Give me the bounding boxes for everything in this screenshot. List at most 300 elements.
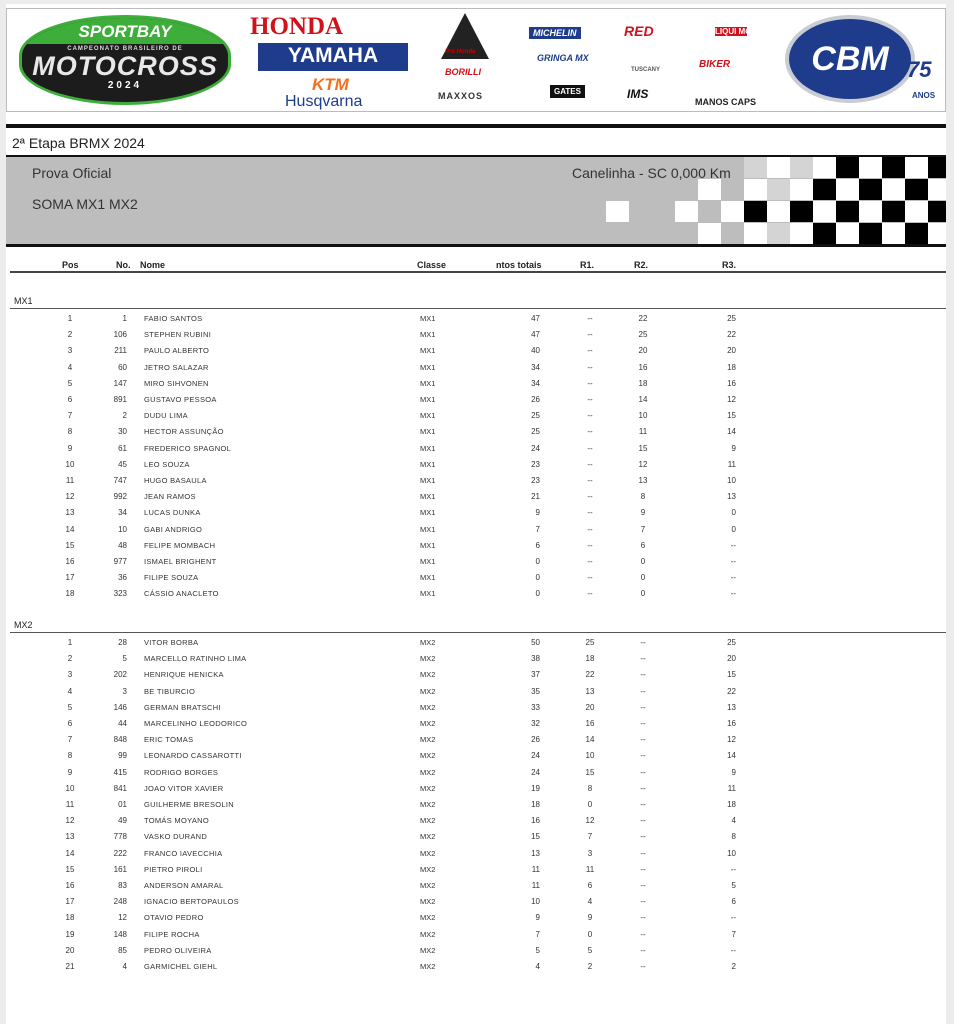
table-row — [6, 376, 946, 392]
race1-points: 25 — [585, 638, 595, 647]
position: 7 — [67, 411, 73, 421]
table-row — [6, 635, 946, 651]
rider-name: LUCAS DUNKA — [144, 508, 201, 518]
race2-points: 0 — [640, 573, 646, 583]
class: MX2 — [420, 897, 436, 907]
class: MX2 — [420, 719, 436, 728]
rider-name: HENRIQUE HENICKA — [144, 670, 224, 680]
table-row — [6, 765, 946, 781]
gringa-logo: GRINGA MX — [537, 53, 589, 63]
header-rule — [10, 271, 946, 273]
checkered-flag-cell — [905, 157, 928, 178]
race1-points: 20 — [585, 702, 595, 712]
number: 10 — [118, 524, 127, 534]
race1-points: -- — [587, 524, 593, 534]
class: MX2 — [420, 767, 436, 777]
race1-points: 6 — [587, 881, 593, 890]
checkered-flag-cell — [744, 201, 767, 222]
race3-points: 14 — [727, 427, 736, 437]
position: 9 — [67, 767, 73, 777]
col-header-r3: R3. — [722, 260, 737, 270]
rider-name: FRANCO IAVECCHIA — [144, 848, 223, 858]
section-label: MX2 — [14, 620, 33, 630]
total-points: 26 — [531, 735, 540, 745]
red-logo: RED — [624, 23, 654, 39]
checkered-flag-cell — [652, 223, 675, 244]
checkered-flag-cell — [652, 201, 675, 222]
race1-points: 5 — [587, 945, 593, 955]
checkered-flag-cell — [836, 157, 859, 178]
race1-points: 3 — [587, 848, 593, 858]
number: 106 — [113, 330, 127, 340]
number: 30 — [118, 427, 127, 437]
race3-points: 7 — [731, 929, 736, 939]
total-points: 11 — [531, 864, 540, 874]
race2-points: 7 — [640, 524, 646, 534]
total-points: 6 — [535, 540, 540, 550]
number: 891 — [113, 395, 127, 404]
checkered-flag-cell — [767, 179, 790, 200]
table-row — [6, 959, 946, 975]
table-row — [6, 408, 946, 424]
total-points: 34 — [531, 362, 540, 372]
total-points: 38 — [531, 654, 540, 664]
rider-name: FILIPE ROCHA — [144, 929, 200, 939]
table-row — [6, 570, 946, 586]
race3-points: 15 — [727, 411, 736, 421]
checkered-flag-cell — [790, 179, 813, 200]
total-points: 10 — [531, 897, 540, 907]
rider-name: IGNACIO BERTOPAULOS — [144, 897, 239, 907]
checkered-flag-cell — [790, 223, 813, 244]
number: 48 — [118, 540, 127, 550]
race2-points: -- — [640, 783, 646, 793]
number: 161 — [113, 864, 127, 874]
table-row — [6, 846, 946, 862]
class: MX1 — [420, 443, 436, 453]
total-points: 35 — [531, 686, 540, 696]
race3-points: -- — [730, 945, 736, 955]
checkered-flag-cell — [790, 157, 813, 178]
race2-points: 12 — [638, 459, 648, 469]
cbm-anos: ANOS — [912, 91, 936, 100]
class: MX1 — [420, 557, 436, 566]
rider-name: MARCELINHO LEODORICO — [144, 719, 248, 728]
checkered-flag-cell — [859, 179, 882, 200]
honda-logo: HONDA — [250, 13, 344, 40]
race1-points: 7 — [587, 832, 593, 842]
number: 747 — [113, 476, 127, 485]
total-points: 33 — [531, 702, 540, 712]
total-points: 0 — [535, 557, 540, 566]
number: 12 — [118, 913, 127, 923]
number: 36 — [118, 573, 127, 583]
race3-points: 12 — [727, 735, 736, 745]
position: 14 — [65, 524, 75, 534]
maxxos-logo: MAXXOS — [438, 91, 484, 101]
race1-points: -- — [587, 540, 593, 550]
class: MX2 — [420, 816, 436, 826]
rider-name: FREDERICO SPAGNOL — [144, 443, 232, 453]
race1-points: -- — [587, 411, 593, 421]
race2-points: -- — [640, 864, 646, 874]
race3-points: 4 — [731, 816, 736, 826]
checkered-flag-cell — [882, 157, 905, 178]
total-points: 23 — [531, 459, 540, 469]
total-points: 7 — [535, 929, 540, 939]
rider-name: GARMICHEL GIEHL — [144, 962, 218, 971]
cbm-logo: CBM — [785, 15, 915, 103]
race3-points: -- — [730, 589, 736, 599]
race2-points: 15 — [638, 443, 648, 453]
checkered-flag-cell — [813, 157, 836, 178]
table-row — [6, 716, 946, 732]
section-label: MX1 — [14, 296, 33, 306]
rider-name: FILIPE SOUZA — [144, 573, 199, 583]
class: MX1 — [420, 314, 436, 323]
total-points: 25 — [531, 427, 540, 437]
class: MX1 — [420, 492, 436, 502]
race3-points: -- — [730, 573, 736, 583]
table-row — [6, 684, 946, 700]
ktm-logo: KTM — [312, 75, 349, 94]
section-rule — [10, 308, 946, 309]
table-row — [6, 943, 946, 959]
class: MX2 — [420, 638, 436, 647]
table-row — [6, 813, 946, 829]
class: MX1 — [420, 427, 436, 437]
number: 83 — [118, 881, 127, 890]
divider — [6, 244, 946, 247]
checkered-flag-cell — [698, 223, 721, 244]
checkered-flag-cell — [813, 179, 836, 200]
number: 28 — [118, 638, 127, 647]
position: 4 — [67, 362, 73, 372]
number: 5 — [122, 654, 127, 664]
number: 848 — [113, 735, 127, 745]
race3-points: -- — [730, 540, 736, 550]
col-header-r1: R1. — [580, 260, 595, 270]
rider-name: GERMAN BRATSCHI — [144, 702, 221, 712]
borilli-logo: BORILLI — [445, 67, 481, 77]
position: 8 — [67, 427, 73, 437]
race2-points: -- — [640, 638, 646, 647]
position: 3 — [67, 670, 73, 680]
checkered-flag-cell — [836, 201, 859, 222]
position: 5 — [67, 702, 73, 712]
race1-points: -- — [587, 557, 593, 566]
number: 211 — [114, 346, 127, 356]
class: MX2 — [420, 848, 436, 858]
total-points: 24 — [531, 767, 540, 777]
race1-points: -- — [587, 476, 593, 485]
class: MX2 — [420, 702, 436, 712]
rider-name: RODRIGO BORGES — [144, 767, 219, 777]
total-points: 37 — [531, 670, 540, 680]
table-row — [6, 473, 946, 489]
prohonda-logo-text: Pro Honda — [445, 49, 476, 55]
total-points: 16 — [531, 816, 540, 826]
race2-points: 18 — [638, 378, 648, 388]
rider-name: DUDU LIMA — [144, 411, 188, 421]
table-row — [6, 829, 946, 845]
table-row — [6, 797, 946, 813]
position: 12 — [65, 816, 75, 826]
husqvarna-logo: Husqvarna — [285, 93, 363, 110]
total-points: 26 — [531, 395, 540, 404]
number: 3 — [122, 686, 127, 696]
race3-points: 20 — [727, 654, 736, 664]
race1-points: 12 — [585, 816, 595, 826]
position: 11 — [65, 800, 75, 809]
race1-points: 13 — [585, 686, 595, 696]
checkered-flag-cell — [606, 201, 629, 222]
number: 992 — [113, 492, 127, 502]
race1-points: 0 — [587, 929, 593, 939]
checkered-flag-cell — [882, 179, 905, 200]
number: 99 — [118, 751, 127, 761]
race3-points: 8 — [731, 832, 736, 842]
logo-top-text: SPORTBAY — [22, 18, 228, 44]
table-row — [6, 586, 946, 602]
race3-points: 14 — [727, 751, 736, 761]
total-points: 23 — [531, 476, 540, 485]
class: MX2 — [420, 881, 436, 890]
total-points: 50 — [531, 638, 540, 647]
number: 1 — [122, 314, 127, 323]
race2-points: -- — [640, 702, 646, 712]
race1-points: 8 — [587, 783, 593, 793]
manoscaps-logo: MANOS CAPS — [695, 97, 757, 107]
checkered-flag-cell — [882, 223, 905, 244]
class: MX2 — [420, 751, 436, 761]
race2-points: 20 — [638, 346, 648, 356]
class: MX1 — [420, 378, 436, 388]
position: 15 — [65, 864, 75, 874]
results-page — [6, 4, 946, 1024]
race3-points: 18 — [727, 800, 736, 809]
class: MX1 — [420, 573, 436, 583]
table-row — [6, 327, 946, 343]
race1-points: -- — [587, 589, 593, 599]
checkered-flag-cell — [859, 223, 882, 244]
checkered-flag-cell — [675, 201, 698, 222]
rider-name: HECTOR ASSUNÇÃO — [144, 427, 224, 437]
checkered-flag-cell — [698, 201, 721, 222]
position: 10 — [65, 783, 75, 793]
race3-points: 10 — [727, 848, 736, 858]
checkered-flag-cell — [629, 179, 652, 200]
position: 16 — [65, 881, 75, 890]
class: MX2 — [420, 686, 436, 696]
rider-name: GUILHERME BRESOLIN — [144, 800, 235, 809]
class: MX1 — [420, 362, 436, 372]
page-title: 2ª Etapa BRMX 2024 — [12, 135, 145, 151]
checkered-flag-cell — [882, 201, 905, 222]
race1-points: 11 — [585, 864, 595, 874]
position: 21 — [65, 962, 75, 971]
checkered-flag-cell — [767, 157, 790, 178]
rider-name: OTAVIO PEDRO — [144, 913, 204, 923]
total-points: 32 — [531, 719, 540, 728]
total-points: 13 — [531, 848, 540, 858]
position: 2 — [67, 654, 73, 664]
race1-points: 0 — [587, 800, 593, 809]
rider-name: ANDERSON AMARAL — [144, 881, 224, 890]
race3-points: 0 — [731, 524, 736, 534]
position: 7 — [67, 735, 73, 745]
race3-points: 25 — [727, 638, 736, 647]
number: 01 — [118, 800, 127, 809]
rider-name: HUGO BASAULA — [144, 476, 207, 485]
race2-points: 6 — [640, 540, 646, 550]
race2-points: -- — [640, 767, 646, 777]
rider-name: MARCELLO RATINHO LIMA — [144, 654, 247, 664]
rider-name: PEDRO OLIVEIRA — [144, 945, 212, 955]
checkered-flag-cell — [744, 179, 767, 200]
class: MX1 — [420, 346, 436, 356]
race2-points: 13 — [638, 476, 648, 485]
race3-points: 12 — [727, 395, 736, 404]
position: 16 — [65, 557, 75, 566]
race1-points: 2 — [587, 962, 593, 971]
rider-name: STEPHEN RUBINI — [144, 330, 212, 340]
checkered-flag-cell — [675, 179, 698, 200]
table-row — [6, 489, 946, 505]
number: 44 — [118, 719, 127, 728]
rider-name: JEAN RAMOS — [144, 492, 196, 502]
col-header-pos: Pos — [62, 260, 79, 270]
number: 61 — [118, 443, 127, 453]
motocross-championship-logo — [19, 15, 231, 105]
number: 4 — [122, 962, 127, 971]
cbm-years: 75 — [907, 57, 932, 82]
race1-points: -- — [587, 330, 593, 340]
class: MX2 — [420, 783, 436, 793]
table-row — [6, 441, 946, 457]
table-row — [6, 878, 946, 894]
total-points: 0 — [535, 589, 540, 599]
logo-sub-text: CAMPEONATO BRASILEIRO DE — [67, 46, 183, 52]
position: 17 — [65, 573, 75, 583]
race3-points: 20 — [727, 346, 736, 356]
race2-points: -- — [640, 897, 646, 907]
position: 5 — [67, 378, 73, 388]
race2-points: -- — [640, 686, 646, 696]
rider-name: FABIO SANTOS — [144, 314, 203, 323]
class: MX2 — [420, 654, 436, 664]
checkered-flag-cell — [606, 179, 629, 200]
checkered-flag-cell — [721, 179, 744, 200]
position: 13 — [65, 832, 75, 842]
biker-logo: BIKER — [699, 59, 731, 70]
table-row — [6, 732, 946, 748]
total-points: 4 — [535, 962, 540, 971]
number: 45 — [118, 459, 127, 469]
race1-points: -- — [587, 459, 593, 469]
event-subtitle: SOMA MX1 MX2 — [32, 196, 138, 212]
number: 34 — [118, 508, 127, 518]
race3-points: -- — [730, 557, 736, 566]
position: 18 — [65, 589, 75, 599]
race2-points: -- — [640, 945, 646, 955]
table-row — [6, 748, 946, 764]
table-row — [6, 651, 946, 667]
total-points: 0 — [535, 573, 540, 583]
table-row — [6, 862, 946, 878]
table-row — [6, 392, 946, 408]
col-header-r2: R2. — [634, 260, 649, 270]
checkered-flag-cell — [859, 201, 882, 222]
position: 14 — [65, 848, 75, 858]
checkered-flag-cell — [744, 157, 767, 178]
checkered-flag-cell — [790, 201, 813, 222]
class: MX1 — [420, 524, 436, 534]
class: MX2 — [420, 929, 436, 939]
total-points: 9 — [535, 913, 540, 923]
class: MX2 — [420, 800, 436, 809]
total-points: 47 — [531, 314, 540, 323]
rider-name: ERIC TOMAS — [144, 735, 194, 745]
race1-points: -- — [587, 427, 593, 437]
position: 10 — [65, 459, 75, 469]
race1-points: 18 — [585, 654, 595, 664]
tuscany-logo: TUSCANY — [631, 67, 661, 73]
rider-name: TOMÁS MOYANO — [144, 816, 209, 826]
rider-name: VASKO DURAND — [144, 832, 208, 842]
race1-points: 22 — [585, 670, 595, 680]
race3-points: 11 — [727, 783, 736, 793]
position: 1 — [67, 314, 73, 323]
position: 12 — [65, 492, 75, 502]
number: 85 — [118, 945, 127, 955]
number: 415 — [113, 767, 127, 777]
total-points: 18 — [531, 800, 540, 809]
position: 6 — [67, 395, 73, 404]
race2-points: 16 — [638, 362, 648, 372]
rider-name: GABI ANDRIGO — [144, 524, 203, 534]
checkered-flag-cell — [629, 201, 652, 222]
race3-points: 15 — [727, 670, 736, 680]
race2-points: -- — [640, 848, 646, 858]
position: 2 — [67, 330, 73, 340]
table-row — [6, 910, 946, 926]
table-row — [6, 522, 946, 538]
rider-name: GUSTAVO PESSOA — [144, 395, 217, 404]
table-row — [6, 343, 946, 359]
total-points: 19 — [531, 783, 540, 793]
class: MX1 — [420, 508, 436, 518]
number: 2 — [122, 411, 127, 421]
table-row — [6, 667, 946, 683]
table-row — [6, 927, 946, 943]
checkered-flag-cell — [928, 157, 946, 178]
race1-points: -- — [587, 346, 593, 356]
ims-logo: IMS — [627, 87, 649, 101]
checkered-flag-cell — [905, 223, 928, 244]
total-points: 15 — [531, 832, 540, 842]
position: 20 — [65, 945, 75, 955]
race2-points: 11 — [638, 427, 648, 437]
rider-name: PAULO ALBERTO — [144, 346, 210, 356]
position: 11 — [65, 476, 75, 485]
race3-points: 6 — [731, 897, 736, 907]
position: 4 — [67, 686, 73, 696]
checkered-flag-cell — [767, 223, 790, 244]
checkered-flag-cell — [767, 201, 790, 222]
event-type: Prova Oficial — [32, 165, 112, 181]
event-info-band — [6, 157, 946, 245]
